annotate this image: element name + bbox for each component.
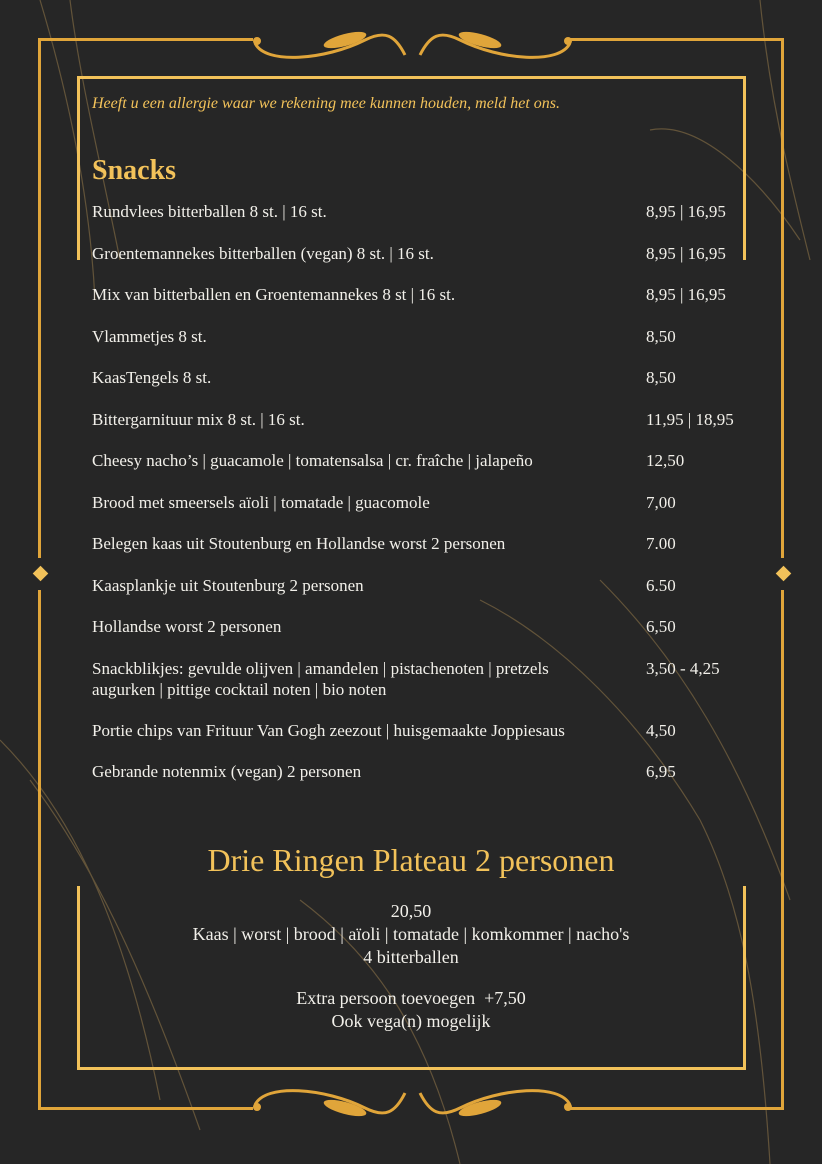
menu-item bbox=[92, 616, 742, 637]
menu-item bbox=[92, 450, 742, 471]
item-price: 7.00 bbox=[646, 534, 676, 553]
item-name: Vlammetjes 8 st. bbox=[92, 327, 207, 346]
plateau-extra-person: Extra persoon toevoegen +7,50 bbox=[296, 988, 526, 1008]
item-price: 6,50 bbox=[646, 617, 676, 636]
item-price: 7,00 bbox=[646, 493, 676, 512]
item-name: Gebrande notenmix (vegan) 2 personen bbox=[92, 762, 362, 781]
item-price: 4,50 bbox=[646, 721, 676, 740]
item-price: 12,50 bbox=[646, 451, 685, 470]
item-name: Portie chips van Frituur Van Gogh zeezout | huisgemaakte Joppiesaus bbox=[92, 721, 565, 740]
item-name: Snackblikjes: gevulde olijven | amandelen | pistachenoten | pretzels bbox=[92, 659, 549, 678]
item-name: Groentemannekes bitterballen (vegan) 8 st. | 16 st. bbox=[92, 244, 434, 263]
plateau-contents-2: 4 bitterballen bbox=[363, 947, 459, 967]
item-name: Hollandse worst 2 personen bbox=[92, 617, 282, 636]
item-price: 3,50 - 4,25 bbox=[646, 659, 720, 678]
item-price: 8,50 bbox=[646, 368, 676, 387]
menu-item bbox=[92, 243, 742, 264]
plateau-title: Drie Ringen Plateau 2 personen bbox=[207, 842, 615, 878]
section-title-snacks: Snacks bbox=[92, 155, 177, 186]
item-name: Rundvlees bitterballen 8 st. | 16 st. bbox=[92, 202, 327, 221]
menu-item bbox=[92, 720, 742, 741]
item-price: 6,95 bbox=[646, 762, 676, 781]
menu-item bbox=[92, 533, 742, 554]
item-price: 8,50 bbox=[646, 327, 676, 346]
item-price: 8,95 | 16,95 bbox=[646, 202, 726, 221]
item-name: Mix van bitterballen en Groentemannekes 8 st | 16 st. bbox=[92, 285, 456, 304]
allergy-note: Heeft u een allergie waar we rekening mee kunnen houden, meld het ons. bbox=[92, 95, 561, 112]
menu-item bbox=[92, 367, 742, 388]
item-name: Bittergarnituur mix 8 st. | 16 st. bbox=[92, 410, 305, 429]
item-name-line2: augurken | pittige cocktail noten | bio noten bbox=[92, 680, 387, 699]
menu-item bbox=[92, 761, 742, 782]
menu-item bbox=[92, 575, 742, 596]
item-price: 8,95 | 16,95 bbox=[646, 244, 726, 263]
plateau-vegan-note: Ook vega(n) mogelijk bbox=[331, 1011, 491, 1031]
menu-item bbox=[92, 326, 742, 347]
item-price: 8,95 | 16,95 bbox=[646, 285, 726, 304]
plateau-price: 20,50 bbox=[390, 901, 432, 921]
item-name: Kaasplankje uit Stoutenburg 2 personen bbox=[92, 576, 364, 595]
plateau-details bbox=[0, 900, 822, 1033]
plateau-contents: Kaas | worst | brood | aïoli | tomatade | komkommer | nacho's bbox=[192, 924, 630, 944]
item-name: Cheesy nacho’s | guacamole | tomatensalsa | cr. fraîche | jalapeño bbox=[92, 451, 533, 470]
item-name: Brood met smeersels aïoli | tomatade | guacomole bbox=[92, 493, 430, 512]
menu-item bbox=[92, 284, 742, 305]
menu-item bbox=[92, 658, 742, 700]
flourish-ornament-top bbox=[245, 15, 580, 65]
menu-item bbox=[92, 409, 742, 430]
item-name: Belegen kaas uit Stoutenburg en Hollandse worst 2 personen bbox=[92, 534, 506, 553]
item-price: 11,95 | 18,95 bbox=[646, 410, 734, 429]
menu-item bbox=[92, 201, 742, 222]
item-price: 6.50 bbox=[646, 576, 676, 595]
menu-item bbox=[92, 492, 742, 513]
flourish-ornament-bottom bbox=[245, 1083, 580, 1133]
item-name: KaasTengels 8 st. bbox=[92, 368, 212, 387]
